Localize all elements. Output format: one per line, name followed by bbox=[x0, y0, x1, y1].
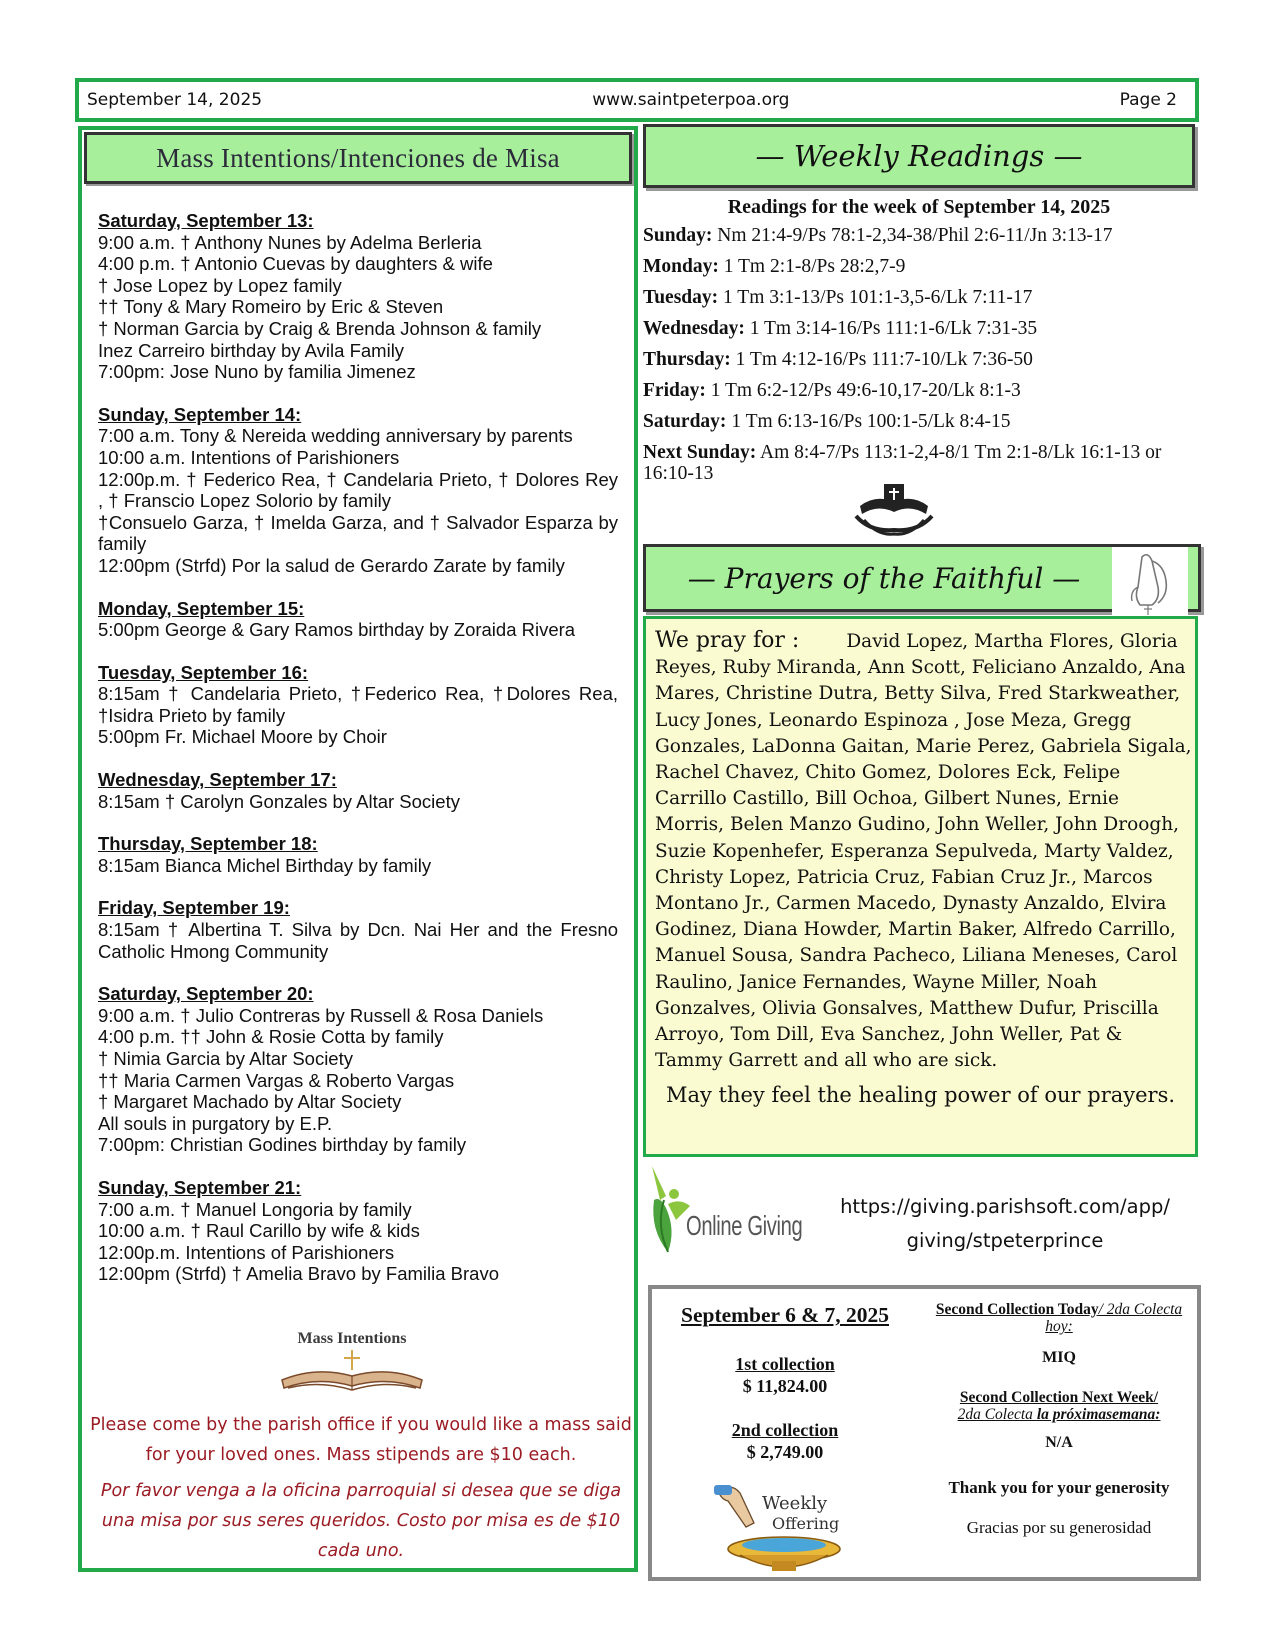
mass-intention-line: 8:15am † Albertina T. Silva by Dcn. Nai Her and the Fresno Catholic Hmong Community bbox=[98, 919, 618, 962]
reading-citations: 1 Tm 4:12-16/Ps 111:7-10/Lk 7:36-50 bbox=[735, 349, 1033, 370]
collection-date: September 6 & 7, 2025 bbox=[680, 1303, 889, 1327]
next-label-en: Second Collection Next Week/ bbox=[959, 1389, 1159, 1406]
reading-citations: 1 Tm 3:1-13/Ps 101:1-3,5-6/Lk 7:11-17 bbox=[723, 287, 1033, 308]
today-label-en: Second Collection Today bbox=[935, 1301, 1099, 1318]
weekly-readings-subtitle: Readings for the week of September 14, 2025 bbox=[727, 196, 1111, 218]
mass-intention-line: 4:00 p.m. † Antonio Cuevas by daughters & wife bbox=[98, 253, 493, 275]
mass-intention-line: † Jose Lopez by Lopez family bbox=[98, 274, 342, 296]
prayers-panel bbox=[643, 616, 1198, 1157]
first-collection-amount: $ 11,824.00 bbox=[742, 1376, 828, 1396]
mass-intention-line: 12:00pm (Strfd) Por la salud de Gerardo Zarate by family bbox=[98, 554, 565, 576]
mass-intention-line: 7:00 a.m. Tony & Nereida wedding anniversary by parents bbox=[98, 425, 573, 447]
mass-intention-line: 8:15am † Candelaria Prieto, †Federico Rea, †Dolores Rea, †Isidra Prieto by family bbox=[98, 683, 618, 726]
weekly-offering-label-1: Weekly bbox=[762, 1493, 828, 1514]
mass-day-heading: Thursday, September 18: bbox=[98, 833, 318, 855]
reading-citations: 1 Tm 2:1-8/Ps 28:2,7-9 bbox=[723, 256, 906, 277]
mass-day-heading: Tuesday, September 16: bbox=[98, 661, 309, 683]
mass-day-heading: Saturday, September 20: bbox=[98, 983, 314, 1005]
mass-intention-line: 12:00p.m. † Federico Rea, † Candelaria Prieto, † Dolores Rey , † Franscio Lopez Solorio by family bbox=[98, 468, 618, 512]
mass-stipend-note-es: Por favor venga a la oficina parroquial si desea que se diga una misa por sus seres queridos. Costo por misa es de $10 cada uno. bbox=[100, 1481, 622, 1561]
mass-intention-line: † Margaret Machado by Altar Society bbox=[98, 1091, 402, 1113]
gracias-text: Gracias por su generosidad bbox=[966, 1518, 1152, 1537]
mass-intention-line: 9:00 a.m. † Anthony Nunes by Adelma Berleria bbox=[98, 231, 482, 253]
reading-day: Friday: bbox=[643, 380, 706, 401]
mass-day bbox=[98, 210, 618, 383]
second-collection-label: 2nd collection bbox=[731, 1420, 839, 1440]
mass-day bbox=[98, 833, 618, 876]
mass-intention-line: 4:00 p.m. †† John & Rosie Cotta by family bbox=[98, 1026, 444, 1048]
weekly-readings-title: — Weekly Readings — bbox=[643, 124, 1195, 188]
today-label-es: / 2da Colecta hoy: bbox=[1045, 1301, 1183, 1335]
bible-hands-icon bbox=[850, 480, 938, 538]
reading-row bbox=[643, 349, 1195, 370]
reading-row bbox=[643, 256, 1195, 277]
reading-day: Monday: bbox=[643, 256, 719, 277]
mass-intentions-panel bbox=[78, 126, 638, 1572]
reading-citations: Nm 21:4-9/Ps 78:1-2,34-38/Phil 2:6-11/Jn 3:13-17 bbox=[717, 225, 1113, 246]
online-giving-label[interactable]: Online Giving bbox=[686, 1210, 803, 1241]
prayer-closing: May they feel the healing power of our prayers. bbox=[665, 1083, 1176, 1107]
mass-intention-line: 10:00 a.m. † Raul Carillo by wife & kids bbox=[98, 1220, 420, 1242]
mass-day-heading: Friday, September 19: bbox=[98, 897, 290, 919]
reading-day: Saturday: bbox=[643, 411, 727, 432]
mass-intention-line: All souls in purgatory by E.P. bbox=[98, 1112, 333, 1134]
reading-day: Sunday: bbox=[643, 225, 713, 246]
weekly-offering-label-2: Offering bbox=[772, 1514, 840, 1533]
second-collection bbox=[652, 1419, 918, 1463]
mass-day-heading: Wednesday, September 17: bbox=[98, 769, 337, 791]
second-collection-today-value: MIQ bbox=[1042, 1349, 1076, 1366]
mass-intention-line: 8:15am Bianca Michel Birthday by family bbox=[98, 854, 432, 876]
reading-row bbox=[643, 287, 1195, 308]
mass-day bbox=[98, 404, 618, 577]
thank-you-text: Thank you for your generosity bbox=[948, 1478, 1170, 1497]
online-giving-url[interactable] bbox=[840, 1190, 1170, 1258]
mass-intention-line: 8:15am † Carolyn Gonzales by Altar Society bbox=[98, 790, 460, 812]
mass-day-heading: Sunday, September 14: bbox=[98, 403, 302, 425]
page-header bbox=[75, 78, 1199, 122]
weekly-readings-list bbox=[643, 225, 1195, 494]
mass-intentions-logo-label: Mass Intentions bbox=[297, 1330, 407, 1347]
online-giving-url-line2[interactable]: giving/stpeterprince bbox=[906, 1229, 1104, 1252]
reading-citations: 1 Tm 6:13-16/Ps 100:1-5/Lk 8:4-15 bbox=[731, 411, 1011, 432]
second-collection-today-label bbox=[930, 1301, 1188, 1335]
mass-intention-line: †Consuelo Garza, † Imelda Garza, and † Salvador Esparza by family bbox=[98, 511, 618, 555]
page-number: Page 2 bbox=[1119, 90, 1177, 110]
collection-panel bbox=[648, 1285, 1201, 1581]
reading-row bbox=[643, 225, 1195, 246]
website-link[interactable]: www.saintpeterpoa.org bbox=[592, 90, 790, 110]
mass-intention-line: † Nimia Garcia by Altar Society bbox=[98, 1048, 353, 1069]
mass-intention-line: 7:00pm: Jose Nuno by familia Jimenez bbox=[98, 361, 416, 383]
mass-day bbox=[98, 769, 618, 812]
mass-intention-line: 10:00 a.m. Intentions of Parishioners bbox=[98, 446, 400, 468]
mass-intention-line: 12:00p.m. Intentions of Parishioners bbox=[98, 1241, 395, 1263]
mass-intentions-list bbox=[98, 210, 618, 1306]
mass-day bbox=[98, 897, 618, 962]
reading-row bbox=[643, 411, 1195, 432]
mass-intention-line: 12:00pm (Strfd) † Amelia Bravo by Familia Bravo bbox=[98, 1263, 499, 1285]
mass-intentions-title: Mass Intentions/Intenciones de Misa bbox=[84, 132, 632, 184]
second-collection-next-label bbox=[930, 1389, 1188, 1423]
mass-day bbox=[98, 598, 618, 641]
mass-intention-line: 7:00 a.m. † Manuel Longoria by family bbox=[98, 1198, 412, 1220]
prayer-name-list: David Lopez, Martha Flores, Gloria Reyes, Ruby Miranda, Ann Scott, Feliciano Anzaldo, Ana Mares, Christine Dutra, Betty Silva, Fred Starkweather, Lucy Jones, Leonardo Espinoza , Jose Meza, Gregg Gonzales, LaDonna Gaitan, Marie Perez, Gabriela Sigala, Rachel Chavez, Chito Gomez, Dolores Eck, Felipe Carrillo Castillo, Bill Ochoa, Gilbert Nunes, Ernie Morris, Belen Manzo Gudino, John Weller, John Droogh, Suzie Kopenhefer, Esperanza Sepulveda, Marty Valdez, Christy Lopez, Patricia Cruz, Fabian Cruz Jr., Marcos Montano Jr., Carmen Macedo, Dynasty Anzaldo, Elvira Godinez, Diana Howder, Martin Baker, Alfredo Carrillo, Manuel Sousa, Sandra Pacheco, Liliana Meneses, Carol Raulino, Janice Fernandes, Wayne Miller, Noah Gonzalves, Olivia Gonsalves, Matthew Dufur, Priscilla Arroyo, Tom Dill, Eva Sanchez, John Weller, Pat & Tammy Garrett and all who are sick. bbox=[655, 631, 1192, 1072]
mass-intention-line: 5:00pm Fr. Michael Moore by Choir bbox=[98, 726, 387, 748]
first-collection-label: 1st collection bbox=[735, 1354, 835, 1374]
issue-date: September 14, 2025 bbox=[87, 90, 263, 110]
mass-intention-line: †† Tony & Mary Romeiro by Eric & Steven bbox=[98, 296, 444, 318]
second-collection-next-value: N/A bbox=[1045, 1434, 1073, 1451]
next-label-es2: la próximasemana: bbox=[1036, 1406, 1161, 1423]
mass-intention-line: Inez Carreiro birthday by Avila Family bbox=[98, 339, 405, 361]
second-collection-amount: $ 2,749.00 bbox=[746, 1442, 824, 1462]
mass-intention-line: †† Maria Carmen Vargas & Roberto Vargas bbox=[98, 1069, 455, 1091]
mass-intention-line: 9:00 a.m. † Julio Contreras by Russell & Rosa Daniels bbox=[98, 1004, 544, 1026]
reading-day: Wednesday: bbox=[643, 318, 745, 339]
mass-day bbox=[98, 662, 618, 748]
reading-citations: Am 8:4-7/Ps 113:1-2,4-8/1 Tm 2:1-8/Lk 16:1-13 or 16:10-13 bbox=[643, 442, 1162, 484]
first-collection bbox=[652, 1353, 918, 1397]
weekly-offering-icon bbox=[710, 1483, 858, 1575]
prayer-names bbox=[655, 628, 1192, 1074]
praying-hands-icon bbox=[1112, 547, 1188, 617]
reading-day: Tuesday: bbox=[643, 287, 719, 308]
next-label-es: 2da Colecta bbox=[957, 1406, 1037, 1423]
online-giving-url-line1[interactable]: https://giving.parishsoft.com/app/ bbox=[840, 1195, 1170, 1218]
reading-citations: 1 Tm 6:2-12/Ps 49:6-10,17-20/Lk 8:1-3 bbox=[710, 380, 1021, 401]
reading-row bbox=[643, 442, 1195, 484]
mass-day bbox=[98, 1177, 618, 1285]
reading-day: Thursday: bbox=[643, 349, 731, 370]
mass-day-heading: Sunday, September 21: bbox=[98, 1176, 302, 1198]
prayer-lead: We pray for : bbox=[655, 628, 800, 653]
mass-day-heading: Saturday, September 13: bbox=[98, 210, 314, 231]
mass-day bbox=[98, 983, 618, 1156]
mass-intention-line: 5:00pm George & Gary Ramos birthday by Zoraida Rivera bbox=[98, 619, 576, 641]
reading-row bbox=[643, 380, 1195, 401]
reading-citations: 1 Tm 3:14-16/Ps 111:1-6/Lk 7:31-35 bbox=[749, 318, 1038, 339]
prayers-title-bar bbox=[643, 544, 1201, 612]
mass-stipend-note-en: Please come by the parish office if you would like a mass said for your loved ones. Mass stipends are $10 each. bbox=[90, 1415, 632, 1465]
reading-row bbox=[643, 318, 1195, 339]
prayers-title: — Prayers of the Faithful — bbox=[687, 561, 1081, 595]
reading-day: Next Sunday: bbox=[643, 442, 757, 463]
mass-intentions-logo bbox=[270, 1330, 434, 1400]
mass-day-heading: Monday, September 15: bbox=[98, 597, 305, 619]
mass-intention-line: 7:00pm: Christian Godines birthday by family bbox=[98, 1134, 467, 1156]
mass-intention-line: † Norman Garcia by Craig & Brenda Johnson & family bbox=[98, 317, 542, 339]
